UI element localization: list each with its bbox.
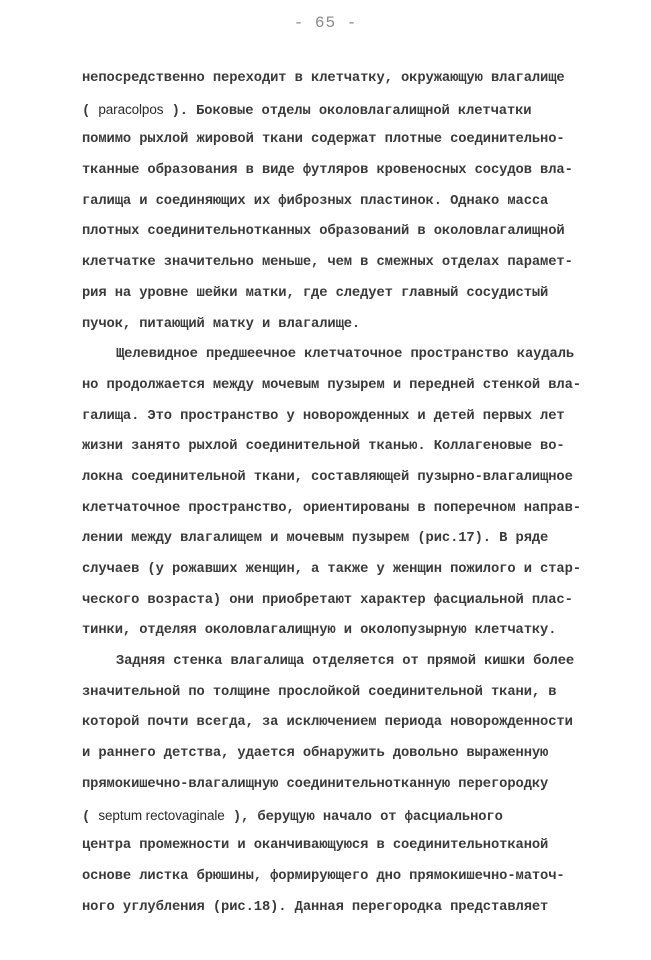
text-fragment: ). Боковые отделы околовлагалищной клетчатки xyxy=(163,103,532,119)
text-line xyxy=(82,95,602,126)
text-fragment: ( xyxy=(82,103,99,119)
text-line: непосредственно переходит в клетчатку, окружающую влагалище xyxy=(82,71,565,86)
text-line: Щелевидное предшеечное клетчаточное пространство каудаль xyxy=(116,347,575,363)
text-line: клетчатке значительно меньше, чем в смежных отделах парамет- xyxy=(82,255,573,271)
text-line: прямокишечно-влагалищную соединительнотканную перегородку xyxy=(82,776,549,792)
text-fragment: ), берущую начало от фасциального xyxy=(224,809,503,825)
text-line: случаев (у рожавших женщин, а также у женщин пожилого и стар- xyxy=(82,562,581,577)
body-text xyxy=(82,64,602,923)
text-line: рия на уровне шейки матки, где следует главный сосудистый xyxy=(82,285,549,301)
latin-term: paracolpos xyxy=(98,101,164,117)
text-line: галища. Это пространство у новорожденных и детей первых лет xyxy=(82,408,565,424)
text-line: галища и соединяющих их фиброзных пластинок. Однако масса xyxy=(82,193,549,209)
text-line: которой почти всегда, за исключением периода новорожденности xyxy=(82,715,573,731)
text-line: Задняя стенка влагалища отделяется от прямой кишки более xyxy=(116,654,575,670)
page-number: - 65 - xyxy=(293,14,358,32)
text-line: плотных соединительнотканных образований в околовлагалищной xyxy=(82,224,565,240)
text-line: ного углубления (рис.18). Данная перегородка представляет xyxy=(82,899,549,915)
text-line: помимо рыхлой жировой ткани содержат плотные соединительно- xyxy=(82,132,565,148)
text-line: клетчаточное пространство, ориентированы в поперечном направ- xyxy=(82,500,581,516)
text-line: основе листка брюшины, формирующего дно прямокишечно-маточ- xyxy=(82,868,565,884)
text-line: лении между влагалищем и мочевым пузырем (рис.17). В ряде xyxy=(82,531,549,547)
text-line: локна соединительной ткани, составляющей пузырно-влагалищное xyxy=(82,469,573,485)
text-line: тканные образования в виде футляров кровеносных сосудов вла- xyxy=(82,163,573,179)
text-line: центра промежности и оканчивающуюся в соединительнотканой xyxy=(82,838,549,854)
text-line: ческого возраста) они приобретают характер фасциальной плас- xyxy=(82,592,573,608)
text-line: пучок, питающий матку и влагалище. xyxy=(82,316,361,332)
text-line: тинки, отделяя околовлагалищную и околопузырную клетчатку. xyxy=(82,623,557,639)
text-line xyxy=(82,801,602,832)
text-line: жизни занято рыхлой соединительной тканью. Коллагеновые во- xyxy=(82,439,565,455)
text-line: и раннего детства, удается обнаружить довольно выраженную xyxy=(82,746,549,762)
text-fragment: ( xyxy=(82,809,99,825)
text-line: значительной по толщине прослойкой соединительной ткани, в xyxy=(82,684,557,700)
text-line: но продолжается между мочевым пузырем и передней стенкой вла- xyxy=(82,377,581,393)
latin-term: septum rectovaginale xyxy=(98,807,225,823)
